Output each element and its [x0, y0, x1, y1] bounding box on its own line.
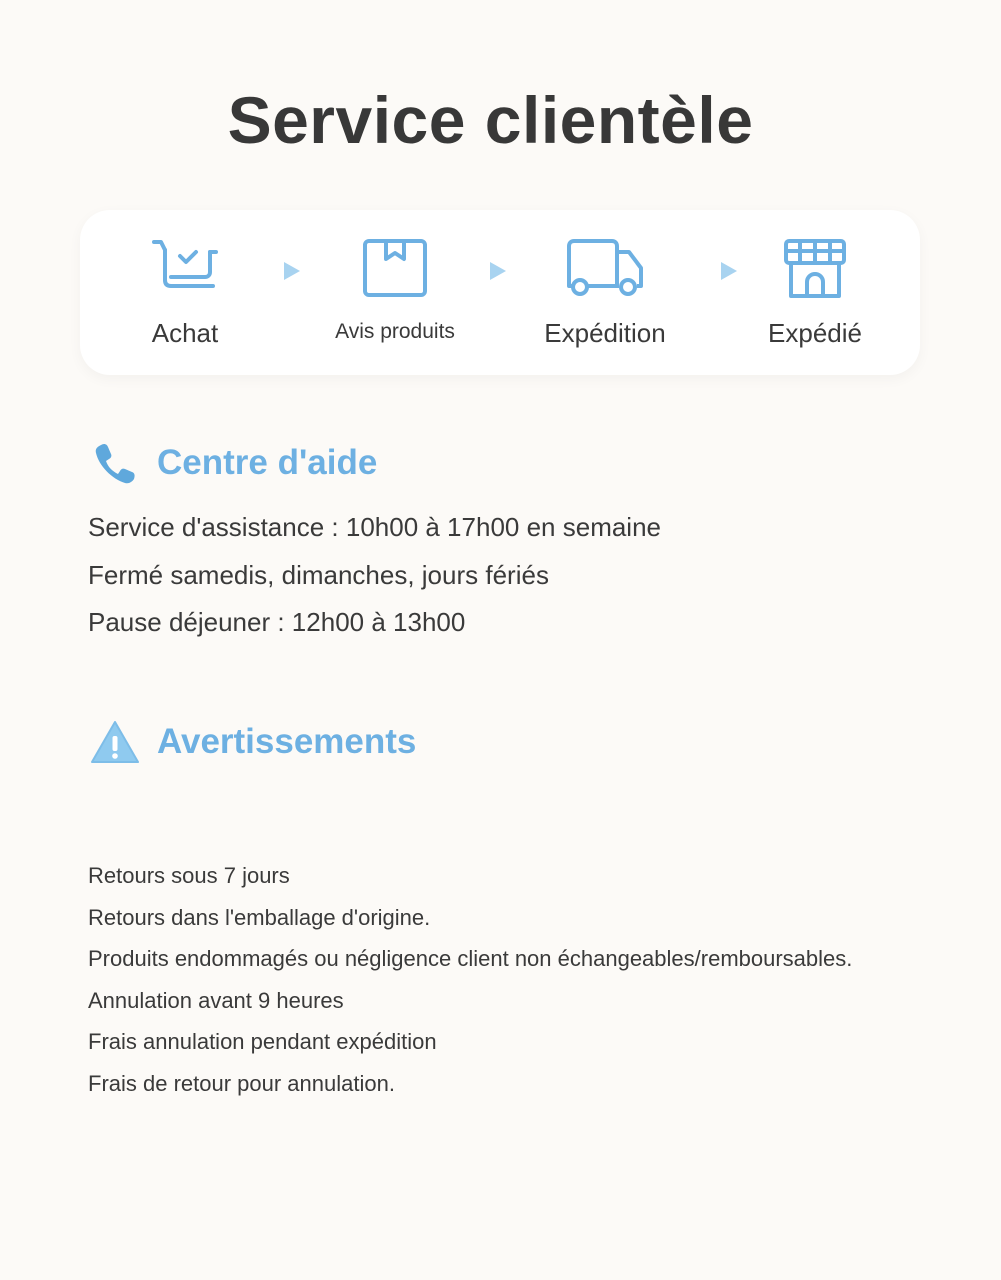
phone-icon	[90, 440, 140, 486]
step-label: Avis produits	[335, 320, 455, 343]
truck-icon	[565, 238, 645, 300]
step-label: Expédié	[768, 318, 862, 348]
warning-line: Retours dans l'emballage d'origine.	[88, 904, 431, 930]
help-center-title: Centre d'aide	[157, 443, 378, 482]
store-icon	[783, 238, 847, 300]
cart-check-icon	[150, 238, 220, 300]
help-center-info	[88, 504, 661, 647]
warnings-heading	[90, 719, 416, 765]
info-line: Fermé samedis, dimanches, jours fériés	[88, 559, 549, 590]
info-line: Pause déjeuner : 12h00 à 13h00	[88, 607, 466, 637]
step-label: Expédition	[544, 318, 666, 348]
warning-line: Frais de retour pour annulation.	[88, 1070, 395, 1096]
package-icon	[362, 238, 428, 298]
info-line: Service d'assistance : 10h00 à 17h00 en semaine	[88, 512, 662, 542]
page-title: Service clientèle	[227, 83, 754, 157]
warning-line: Retours sous 7 jours	[88, 863, 290, 888]
warnings-list	[88, 855, 852, 1105]
help-center-heading	[90, 440, 377, 486]
order-process-steps	[80, 210, 920, 375]
warning-icon	[90, 719, 140, 765]
step-purchase	[85, 238, 285, 349]
step-shipping	[505, 238, 705, 349]
warning-line: Annulation avant 9 heures	[88, 987, 344, 1013]
step-shipped	[715, 238, 915, 349]
step-review	[295, 238, 495, 344]
warning-line: Frais annulation pendant expédition	[88, 1029, 437, 1055]
warnings-title: Avertissements	[157, 722, 417, 761]
arrow-icon	[490, 262, 506, 280]
step-label: Achat	[151, 318, 219, 348]
warning-line: Produits endommagés ou négligence client non échangeables/remboursables.	[88, 946, 853, 972]
